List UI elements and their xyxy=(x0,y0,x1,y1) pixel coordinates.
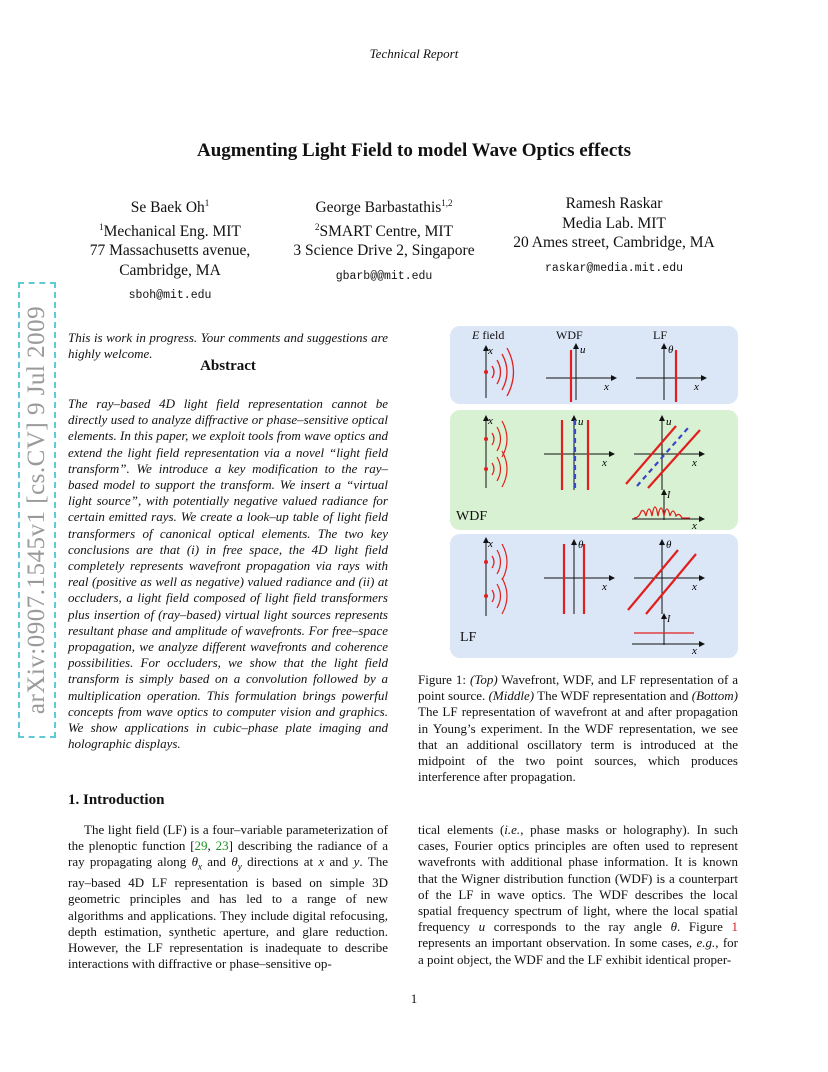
svg-text:x: x xyxy=(604,381,609,393)
author-note: This is work in progress. Your comments and suggestions are highly welcome. xyxy=(68,330,388,362)
figure-reference-link[interactable]: 1 xyxy=(731,919,738,935)
svg-text:x: x xyxy=(488,538,493,550)
author-sup: 1,2 xyxy=(441,198,453,208)
abstract-body: The ray–based 4D light field representation cannot be directly used to analyze diffractive or phase–sensitive optical elements. In this paper, we exploit tools from wave optics and extend the light field representation via a novel “light field transform”. We introduce a key modification to the ray–based model to support the transform. We insert a “virtual light source”, with potentially negative valued radiance for certain emitted rays. We create a look–up table of light field transformers of canonical optical elements. The two key conclusions are that (i) in free space, the 4D light field completely represents wavefront propagation via rays with real (positive as well as negative) valued radiance and (ii) at occluders, a light field composed of light field transformers plus insertion of (ray–based) virtual light sources represents resultant phase and amplitude of wavefronts. For free–space propagation, we analyze different wavefronts and coherence possibilities. For occluders, we show that the light field transform is simply based on a convolution followed by a multiplication operation. This formulation brings powerful concepts from wave optics to computer vision and graphics. We show applications in cubic–phase plate imaging and holographic displays. xyxy=(68,396,388,752)
intro-paragraph-continued: tical elements (i.e., phase masks or holography). In such cases, Fourier optics principles are often used to represent wavefronts with additional phase information. It is known that the Wigner distribution function (WDF) is a counterpart of the LF in wave optics. The WDF describes the local spatial frequency spectrum of light, where the local spatial frequency u corresponds to the ray angle θ. Figure 1 represents an important observation. In some cases, e.g., for a point object, the WDF and the LF exhibit identical proper- xyxy=(418,822,738,967)
figure-row-label-lf: LF xyxy=(460,630,477,645)
author-sup: 1 xyxy=(204,198,210,208)
svg-text:u: u xyxy=(578,416,584,428)
svg-text:x: x xyxy=(602,581,607,593)
author-address: 3 Science Drive 2, Singapore xyxy=(293,242,475,260)
svg-text:u: u xyxy=(580,344,586,356)
author-address: 77 Massachusetts avenue, xyxy=(89,242,251,260)
svg-text:u: u xyxy=(666,416,672,428)
author-address: 20 Ames street, Cambridge, MA xyxy=(513,234,715,251)
author-affiliation: SMART Centre, MIT xyxy=(319,222,454,240)
author-block-3 xyxy=(500,194,728,278)
svg-text:I: I xyxy=(667,490,671,501)
author-name: Se Baek Oh xyxy=(130,199,205,217)
svg-text:x: x xyxy=(692,520,697,532)
svg-text:x: x xyxy=(488,345,493,357)
author-block-1 xyxy=(70,194,270,306)
efield-double-source xyxy=(484,415,507,488)
wdf-point-source-axes xyxy=(546,344,614,402)
lf-point-source-axes xyxy=(636,344,704,402)
lf-double-source-axes xyxy=(544,539,612,614)
svg-text:θ: θ xyxy=(578,539,584,551)
section-heading: 1. Introduction xyxy=(68,792,165,808)
svg-text:x: x xyxy=(694,381,699,393)
lf-intensity-plot xyxy=(632,614,702,657)
arxiv-identifier: arXiv:0907.1545v1 [cs.CV] 9 Jul 2009 xyxy=(23,305,50,715)
figure-1 xyxy=(450,326,738,660)
paper-title: Augmenting Light Field to model Wave Optics effects xyxy=(197,140,631,161)
author-email: raskar@media.mit.edu xyxy=(544,261,684,275)
figure-col-label-efield: E field xyxy=(472,328,505,342)
svg-text:x: x xyxy=(488,415,493,427)
svg-text:x: x xyxy=(692,457,697,469)
author-address: Cambridge, MA xyxy=(119,261,221,279)
arxiv-sidebar xyxy=(18,282,56,738)
abstract-heading: Abstract xyxy=(200,358,256,374)
figure-row-label-wdf: WDF xyxy=(456,509,488,524)
author-affiliation: Media Lab. MIT xyxy=(562,214,666,232)
author-name: Ramesh Raskar xyxy=(565,195,663,212)
efield-point-source xyxy=(484,345,514,398)
figure-diagram xyxy=(450,326,738,660)
efield-double-source-lf xyxy=(484,538,507,616)
affiliation-sup: 1 xyxy=(99,221,104,232)
author-name: George Barbastathis xyxy=(315,199,442,217)
intro-paragraph: The light field (LF) is a four–variable parameterization of the plenoptic function [29, 23] describing the radiance of a ray propagating along $\theta_x$ and $\theta_y$ directions at x and y. The ray–based 4D LF representation is based on simple 3D geometric principles and has led to a range of new algorithms and applications. They include digital refocusing, depth estimation, synthetic aperture, and glare reduction. However, the LF representation is inadequate to describe interactions with diffractive or phase–sensitive op- xyxy=(68,822,388,972)
citation-link[interactable]: 23 xyxy=(215,838,229,854)
svg-text:x: x xyxy=(692,645,697,657)
author-email: gbarb@@mit.edu xyxy=(335,269,433,283)
svg-text:θ: θ xyxy=(666,539,672,551)
author-block-2 xyxy=(278,194,490,286)
lf-after-propagation-axes xyxy=(628,539,702,614)
svg-text:x: x xyxy=(692,581,697,593)
figure-col-label-wdf: WDF xyxy=(556,328,583,342)
svg-text:I: I xyxy=(667,614,671,625)
author-affiliation: Mechanical Eng. MIT xyxy=(103,222,241,240)
svg-text:θ: θ xyxy=(668,344,674,356)
figure-col-label-lf: LF xyxy=(653,328,668,342)
interference-intensity-plot xyxy=(632,490,702,532)
wdf-after-propagation-axes xyxy=(626,416,702,490)
author-email: sboh@mit.edu xyxy=(128,289,212,303)
svg-text:x: x xyxy=(602,457,607,469)
page-number: 1 xyxy=(410,991,418,1006)
affiliation-sup: 2 xyxy=(314,221,320,232)
running-header: Technical Report xyxy=(369,46,459,61)
figure-caption: Figure 1: (Top) Wavefront, WDF, and LF representation of a point source. (Middle) The WDF representation and (Bottom) The LF representation of wavefront at and after propagation in Young’s experiment. In the WDF representation, we see that an additional oscillatory term is introduced at the midpoint of the two point sources, which produces interference after propagation. xyxy=(418,672,738,785)
citation-link[interactable]: 29 xyxy=(194,838,208,854)
wdf-double-source-axes xyxy=(544,416,612,490)
